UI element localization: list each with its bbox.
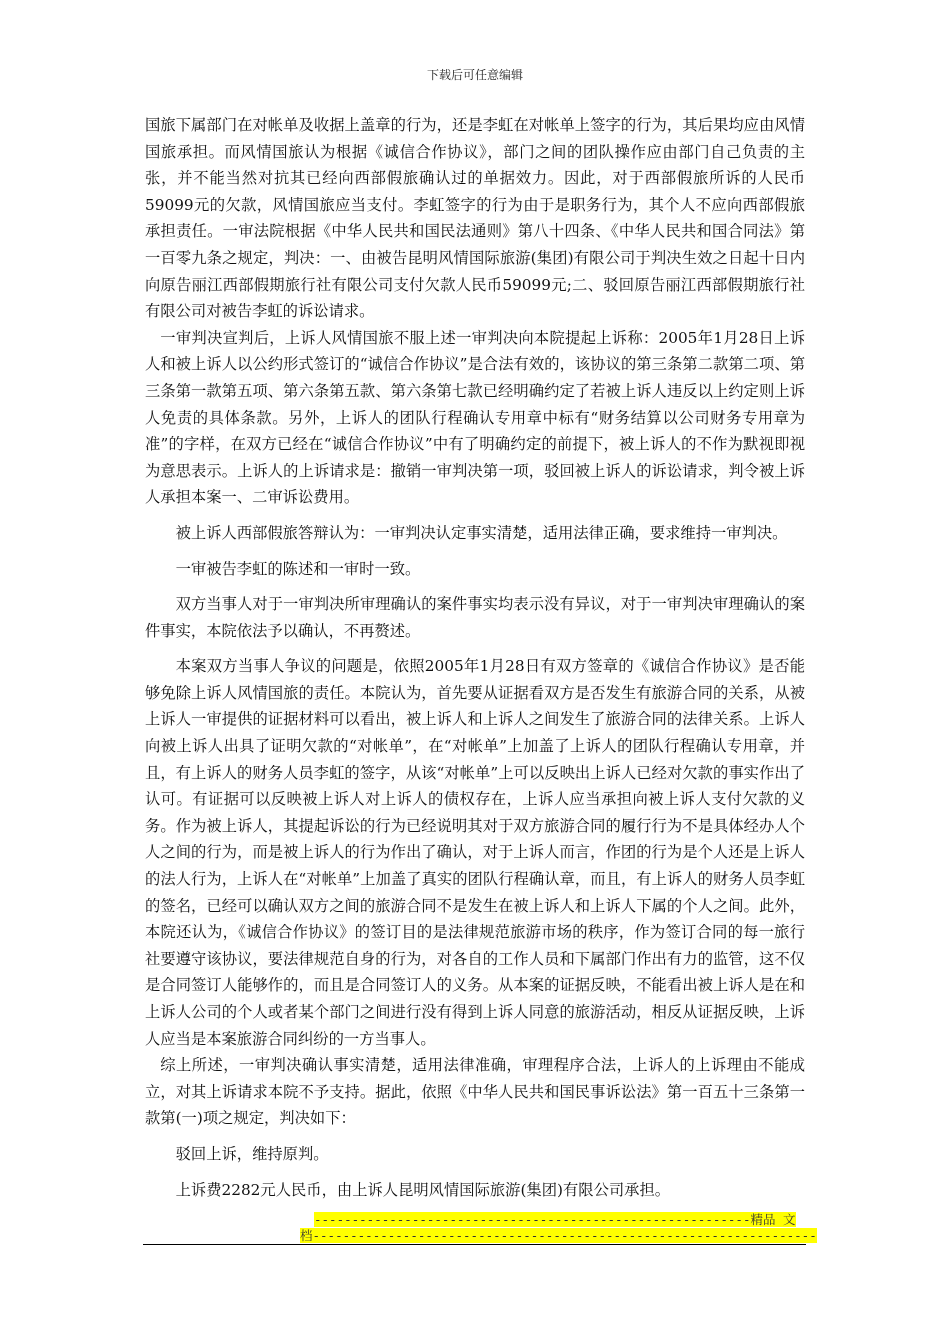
footer-watermark-line2: 档------------------------------------------------------------------- (300, 1228, 817, 1243)
paragraph-conclusion: 综上所述，一审判决确认事实清楚，适用法律准确，审理程序合法，上诉人的上诉理由不能成立，对其上诉请求本院不予支持。据此，依照《中华人民共和国民事诉讼法》第一百五十三条第一款第(一)项之规定，判决如下： (145, 1056, 805, 1128)
footer-watermark (300, 1212, 817, 1244)
document-body (145, 112, 805, 1203)
paragraph-defendant-statement: 一审被告李虹的陈述和一审时一致。 (175, 559, 421, 578)
paragraph-judgment-summary: 国旅下属部门在对帐单及收据上盖章的行为，还是李虹在对帐单上签字的行为，其后果均应由风情国旅承担。而风情国旅认为根据《诚信合作协议》，部门之间的团队操作应由部门自己负责的主张，并不能当然对抗其已经向西部假旅确认过的单据效力。因此，对于西部假旅所诉的人民币59099元的欠款，风情国旅应当支付。李虹签字的行为由于是职务行为，其个人不应向西部假旅承担责任。一审法院根据《中华人民共和国民法通则》第八十四条、《中华人民共和国合同法》第一百零九条之规定，判决：一、由被告昆明风情国际旅游(集团)有限公司于判决生效之日起十日内向原告丽江西部假期旅行社有限公司支付欠款人民币59099元;二、驳回原告丽江西部假期旅行社有限公司对被告李虹的诉讼请求。 (145, 116, 805, 321)
paragraph-appeal-claims: 一审判决宣判后，上诉人风情国旅不服上述一审判决向本院提起上诉称：2005年1月28日上诉人和被上诉人以公约形式签订的“诚信合作协议”是合法有效的，该协议的第三条第二款第二项、第三条第一款第五项、第六条第五款、第六条第七款已经明确约定了若被上诉人违反以上约定则上诉人免责的具体条款。另外，上诉人的团队行程确认专用章中标有“财务结算以公司财务专用章为准”的字样，在双方已经在“诚信合作协议”中有了明确约定的前提下，被上诉人的不作为默视即视为意思表示。上诉人的上诉请求是：撤销一审判决第一项，驳回被上诉人的诉讼请求，判令被上诉人承担本案一、二审诉讼费用。 (145, 328, 805, 507)
paragraph-appellee-defense: 被上诉人西部假旅答辩认为：一审判决认定事实清楚，适用法律正确，要求维持一审判决。 (175, 523, 788, 542)
paragraph-verdict: 驳回上诉，维持原判。 (175, 1144, 329, 1163)
footer-watermark-line1: ----------------------------------------------------------精品 文 (314, 1212, 796, 1227)
page-header: 下载后可任意编辑 (426, 68, 523, 82)
paragraph-facts-confirmed: 双方当事人对于一审判决所审理确认的案件事实均表示没有异议，对于一审判决审理确认的案件事实，本院依法予以确认，不再赘述。 (145, 595, 805, 640)
paragraph-court-fee: 上诉费2282元人民币，由上诉人昆明风情国际旅游(集团)有限公司承担。 (175, 1180, 671, 1199)
footer-divider (143, 1244, 806, 1245)
paragraph-court-reasoning: 本案双方当事人争议的问题是，依照2005年1月28日有双方签章的《诚信合作协议》是否能够免除上诉人风情国旅的责任。本院认为，首先要从证据看双方是否发生有旅游合同的关系，从被上诉人一审提供的证据材料可以看出，被上诉人和上诉人之间发生了旅游合同的法律关系。上诉人向被上诉人出具了证明欠款的“对帐单”，在“对帐单”上加盖了上诉人的团队行程确认专用章，并且，有上诉人的财务人员李虹的签字，从该“对帐单”上可以反映出上诉人已经对欠款的事实作出了认可。有证据可以反映被上诉人对上诉人的债权存在，上诉人应当承担向被上诉人支付欠款的义务。作为被上诉人，其提起诉讼的行为已经说明其对于双方旅游合同的履行行为不是具体经办人个人之间的行为，而是被上诉人的行为作出了确认，对于上诉人而言，作团的行为是个人还是上诉人的法人行为，上诉人在“对帐单”上加盖了真实的团队行程确认章，而且，有上诉人的财务人员李虹的签名，已经可以确认双方之间的旅游合同不是发生在被上诉人和上诉人下属的个人之间。此外，本院还认为，《诚信合作协议》的签订目的是法律规范旅游市场的秩序，作为签订合同的每一旅行社要遵守该协议，要法律规范自身的行为，对各自的工作人员和下属部门作出有力的监管，这不仅是合同签订人能够作的，而且是合同签订人的义务。从本案的证据反映，不能看出被上诉人是在和上诉人公司的个人或者某个部门之间进行没有得到上诉人同意的旅游活动，相反从证据反映，上诉人应当是本案旅游合同纠纷的一方当事人。 (145, 657, 805, 1048)
